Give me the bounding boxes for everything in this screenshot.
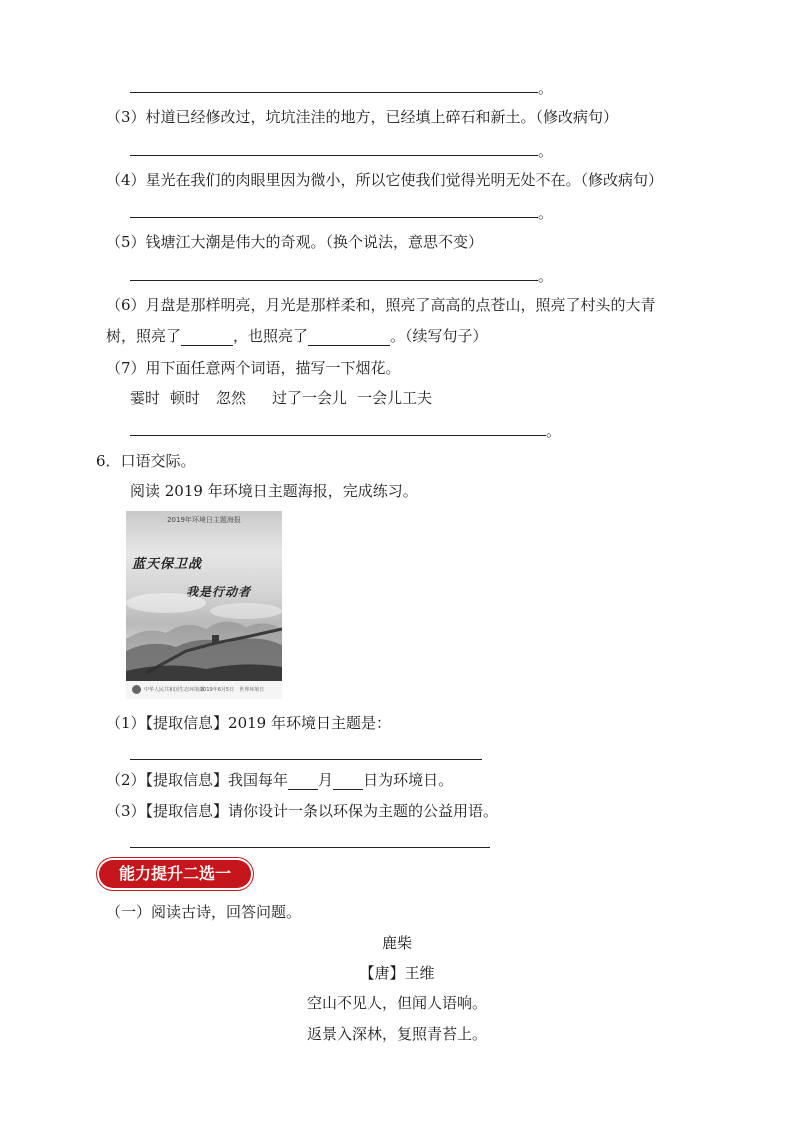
reading-intro: （一）阅读古诗，回答问题。 xyxy=(106,903,302,921)
question-6-text-a: 树，照亮了 xyxy=(106,327,182,345)
poem-line-1: 空山不见人，但闻人语响。 xyxy=(306,994,487,1012)
section-6-intro: 阅读 2019 年环境日主题海报，完成练习。 xyxy=(130,482,418,500)
poster-footer xyxy=(126,681,282,699)
question-7: （7）用下面任意两个词语，描写一下烟花。 xyxy=(106,359,401,377)
question-4: （4）星光在我们的肉眼里因为微小，所以它使我们觉得光明无处不在。（修改病句） xyxy=(106,171,664,189)
poster-question-3: （3）【提取信息】请你设计一条以环保为主题的公益用语。 xyxy=(106,802,499,820)
word: 顿时 xyxy=(170,389,201,407)
poster-question-2-text-b: 月 xyxy=(318,771,334,789)
section-badge: 能力提升二选一 xyxy=(99,860,251,888)
period: 。 xyxy=(538,79,554,97)
poster-question-1: （1）【提取信息】2019 年环境日主题是： xyxy=(106,714,391,732)
answer-line[interactable] xyxy=(130,92,538,93)
question-6-line2 xyxy=(106,326,488,346)
period: 。 xyxy=(538,142,554,160)
period: 。 xyxy=(546,422,562,440)
question-6-line1: （6）月盘是那样明亮，月光是那样柔和，照亮了高高的点苍山，照亮了村头的大青 xyxy=(106,296,656,314)
answer-line[interactable] xyxy=(130,847,490,848)
word: 过了一会儿 xyxy=(272,389,348,407)
question-3: （3）村道已经修改过，坑坑洼洼的地方，已经填上碎石和新土。（修改病句） xyxy=(106,108,619,126)
poem-line-2: 返景入深林，复照青苔上。 xyxy=(306,1025,487,1043)
answer-line[interactable] xyxy=(130,155,538,156)
poster-question-2-text-a: （2）【提取信息】我国每年 xyxy=(106,771,289,789)
poster-slogan-1: 蓝天保卫战 xyxy=(132,557,203,572)
period: 。 xyxy=(538,204,554,222)
poster-question-2-text-c: 日为环境日。 xyxy=(363,771,454,789)
question-6-text-c: 。（续写句子） xyxy=(390,327,488,345)
poster-question-2 xyxy=(106,770,453,790)
emblem-icon xyxy=(132,685,141,694)
answer-line[interactable] xyxy=(130,435,546,436)
poster-slogan-2: 我是行动者 xyxy=(186,585,252,599)
question-6-text-b: ，也照亮了 xyxy=(233,327,309,345)
answer-line[interactable] xyxy=(130,280,538,281)
word-list xyxy=(130,388,432,408)
mountain-great-wall-illustration xyxy=(126,511,282,699)
word: 忽然 xyxy=(216,389,247,407)
poster-title: 2019年环境日主题海报 xyxy=(167,516,241,524)
poem-title: 鹿柴 xyxy=(381,934,412,952)
fill-blank[interactable] xyxy=(181,330,233,346)
answer-line[interactable] xyxy=(130,759,482,760)
fill-blank-month[interactable] xyxy=(288,774,318,790)
fill-blank[interactable] xyxy=(308,330,390,346)
environment-day-poster xyxy=(126,511,282,699)
poem-author: 【唐】王维 xyxy=(359,964,435,982)
poster-footer-date: 2019年6月5日 世界环境日 xyxy=(200,687,265,693)
section-6-heading: 6．口语交际。 xyxy=(96,452,196,470)
period: 。 xyxy=(538,267,554,285)
question-5: （5）钱塘江大潮是伟大的奇观。（换个说法，意思不变） xyxy=(106,233,484,251)
word: 霎时 xyxy=(130,389,161,407)
fill-blank-day[interactable] xyxy=(333,774,363,790)
poster-footer-org: 中华人民共和国生态环境部 xyxy=(144,687,205,693)
word: 一会儿工夫 xyxy=(357,389,433,407)
answer-line[interactable] xyxy=(130,217,538,218)
